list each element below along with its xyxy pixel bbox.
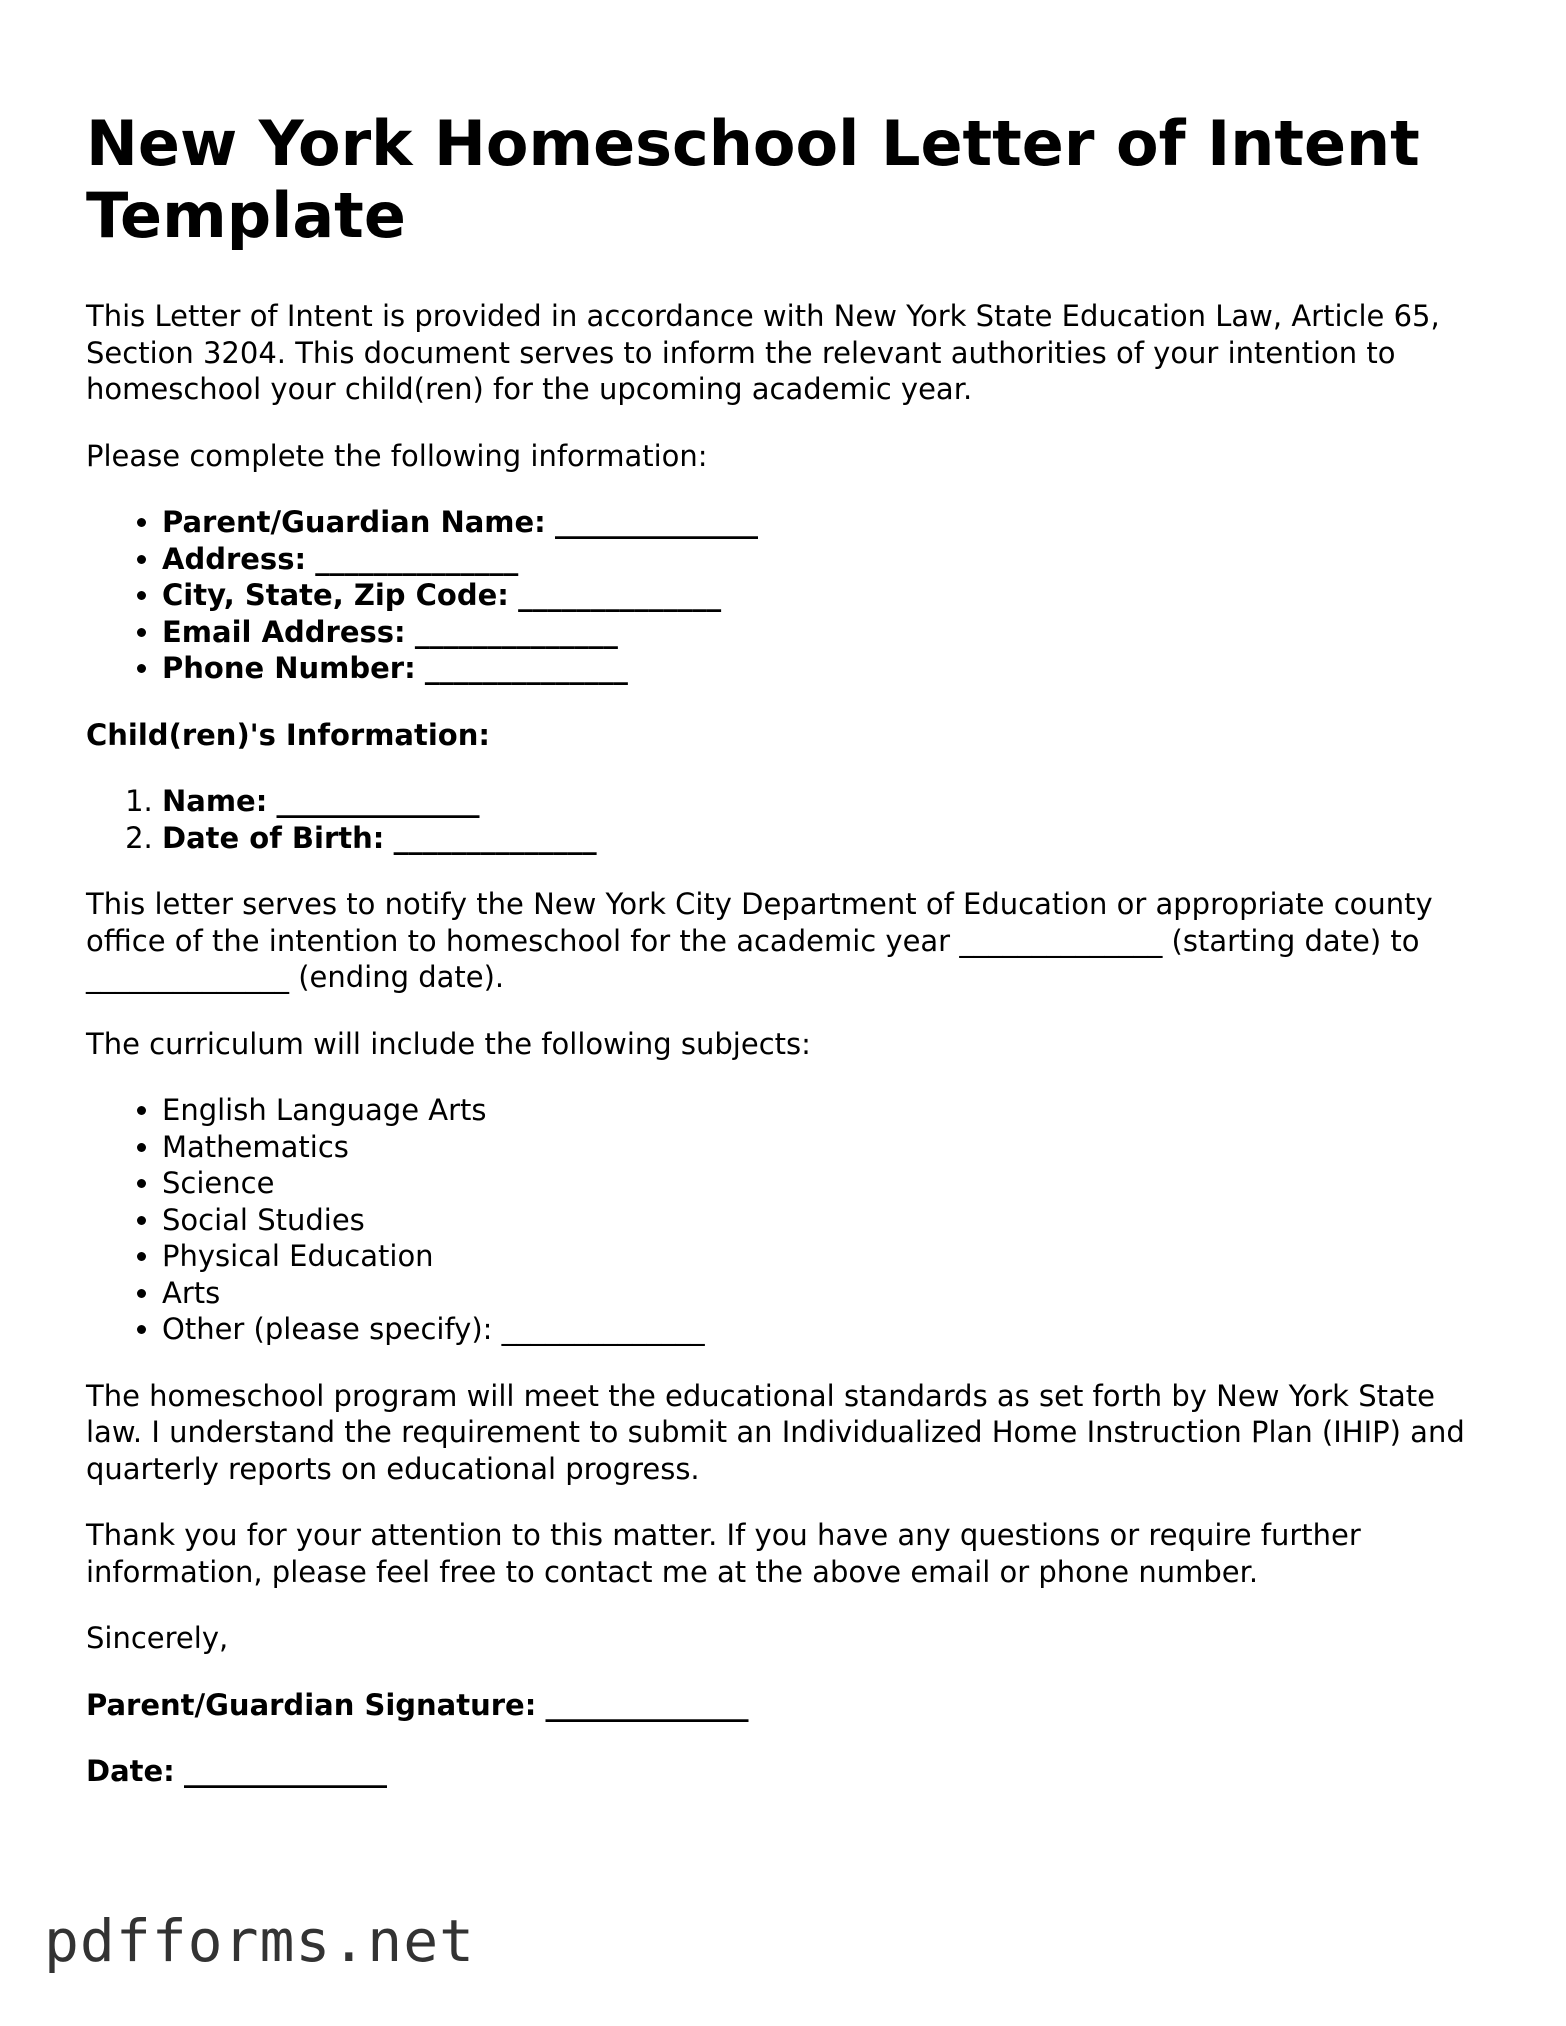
- field-label: Date of Birth:: [162, 820, 385, 855]
- intro-paragraph: This Letter of Intent is provided in accordance with New York State Education Law, Article 65, Section 3204. This document serves to inform the relevant authorities of your intention to homeschool your child(ren) for the upcoming academic year.: [86, 299, 1440, 406]
- subjects-list: [86, 1092, 1486, 1348]
- list-item: • Social Studies: [162, 1202, 1486, 1239]
- watermark-text: pdfforms.net: [44, 1907, 476, 1975]
- curriculum-intro: The curriculum will include the following subjects:: [86, 1026, 811, 1061]
- signature-line: [86, 1687, 1486, 1724]
- list-item: [162, 820, 1486, 857]
- children-heading: Child(ren)'s Information:: [86, 717, 490, 752]
- field-label: Parent/Guardian Name:: [162, 505, 546, 539]
- list-item: [162, 783, 1486, 820]
- document-page: [86, 108, 1486, 1820]
- field-label: Name:: [162, 784, 268, 818]
- list-item: • Other (please specify): ______________: [162, 1311, 1486, 1348]
- list-item: [162, 577, 1486, 614]
- list-item: [162, 614, 1486, 651]
- field-label: City, State, Zip Code:: [162, 578, 509, 612]
- thanks-paragraph: Thank you for your attention to this matter. If you have any questions or require further information, please feel free to contact me at the above email or phone number.: [86, 1518, 1361, 1589]
- list-item: • Mathematics: [162, 1129, 1486, 1166]
- field-blank: ______________: [518, 578, 722, 612]
- list-item: [162, 541, 1486, 578]
- list-item: • Arts: [162, 1275, 1486, 1312]
- field-blank: ______________: [393, 820, 597, 855]
- field-blank: ______________: [276, 784, 480, 818]
- instructions-paragraph: Please complete the following information:: [86, 438, 708, 473]
- closing-text: Sincerely,: [86, 1621, 229, 1655]
- standards-paragraph: The homeschool program will meet the educational standards as set forth by New York State law. I understand the requirement to submit an Individualized Home Instruction Plan (IHIP) and quarterly reports on educational progress.: [86, 1378, 1465, 1486]
- field-blank: ______________: [414, 614, 618, 649]
- field-blank: ______________: [424, 651, 628, 685]
- date-line: [86, 1753, 1486, 1790]
- date-blank: ______________: [184, 1754, 387, 1788]
- signature-blank: ______________: [545, 1687, 749, 1722]
- list-item: • Science: [162, 1165, 1486, 1202]
- parent-info-list: [86, 504, 1486, 687]
- field-label: Address:: [162, 541, 307, 576]
- list-item: • English Language Arts: [162, 1092, 1486, 1129]
- list-item: • Physical Education: [162, 1238, 1486, 1275]
- field-blank: ______________: [555, 505, 758, 539]
- field-label: Phone Number:: [162, 651, 416, 685]
- list-item: [162, 504, 1486, 541]
- child-info-list: [86, 783, 1486, 856]
- field-blank: ______________: [315, 541, 519, 576]
- signature-label: Parent/Guardian Signature:: [86, 1687, 537, 1722]
- list-item: [162, 650, 1486, 687]
- notify-paragraph: This letter serves to notify the New York City Department of Education or appropriate county office of the intention to homeschool for the academic year ______________ (starting date) to ______________ (ending date).: [86, 887, 1433, 994]
- field-label: Email Address:: [162, 614, 406, 649]
- page-title: New York Homeschool Letter of Intent Template: [86, 107, 1420, 252]
- date-label: Date:: [86, 1754, 175, 1788]
